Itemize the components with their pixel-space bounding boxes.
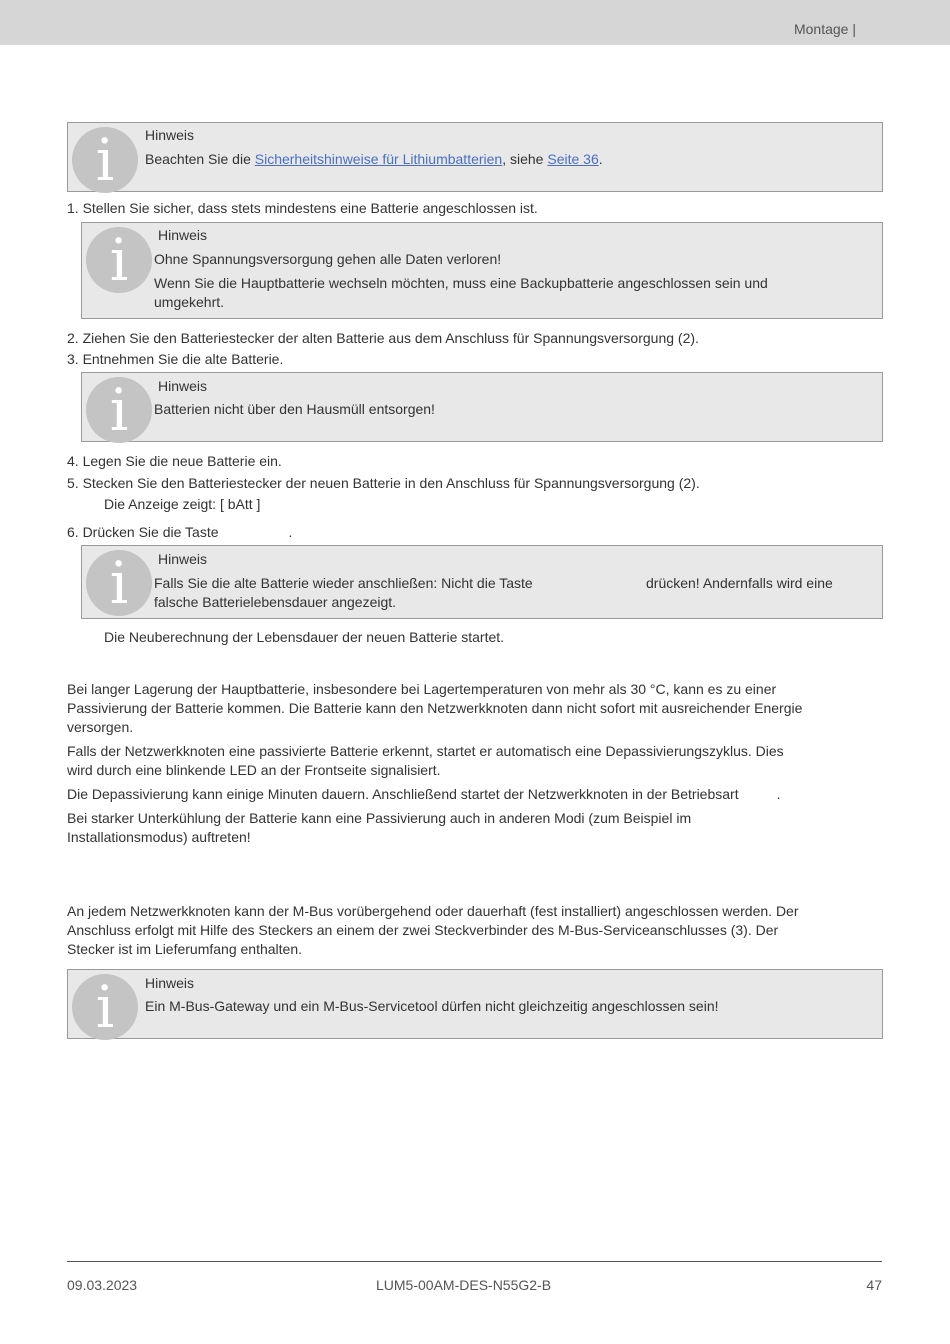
note-line: Wenn Sie die Hauptbatterie wechseln möchten, muss eine Backupbatterie angeschlossen sein und <box>154 275 768 291</box>
step-5-result: Die Anzeige zeigt: [ bAtt ] <box>104 496 261 512</box>
note-title: Hinweis <box>158 551 208 567</box>
paragraph-mbus: An jedem Netzwerkknoten kann der M-Bus vorübergehend oder dauerhaft (fest installiert) angeschlossen werden. Der Anschluss erfolgt mit Hilfe des Steckers an einem der zwei Steckverbinder des M-Bus-Serviceanschlusses (3). Der Stecker ist im Lieferumfang enthalten. <box>67 903 799 957</box>
header-section-label: Montage | <box>793 21 856 37</box>
note-line: Ein M-Bus-Gateway und ein M-Bus-Servicetool dürfen nicht gleichzeitig angeschlossen sein! <box>145 998 719 1014</box>
note-box-power-supply <box>81 222 883 319</box>
info-icon: i <box>86 227 152 293</box>
step-2: 2. Ziehen Sie den Batteriestecker der alten Batterie aus dem Anschluss für Spannungsversorgung (2). <box>67 330 699 346</box>
note-line: Falls Sie die alte Batterie wieder anschließen: Nicht die Taste <box>154 575 533 591</box>
info-icon: i <box>86 377 152 443</box>
paragraph-passivation: Bei langer Lagerung der Hauptbatterie, insbesondere bei Lagertemperaturen von mehr als 30 °C, kann es zu einer Passivierung der Batterie kommen. Die Batterie kann den Netzwerkknoten dann nicht sofort mit ausreichender Energie versorgen. <box>67 681 803 735</box>
step-6-text: 6. Drücken Sie die Taste <box>67 524 219 540</box>
note-box-key-warning <box>81 545 883 619</box>
note-line: falsche Batterielebensdauer angezeigt. <box>154 594 397 610</box>
note-line: Ohne Spannungsversorgung gehen alle Daten verloren! <box>154 251 502 267</box>
note-title: Hinweis <box>158 227 208 243</box>
note-title: Hinweis <box>158 378 208 394</box>
step-5: 5. Stecken Sie den Batteriestecker der neuen Batterie in den Anschluss für Spannungsversorgung (2). <box>67 475 700 491</box>
step-6 <box>67 523 292 542</box>
page-header <box>0 0 950 45</box>
note-text-mid: , siehe <box>502 151 548 167</box>
step-4: 4. Legen Sie die neue Batterie ein. <box>67 453 282 469</box>
note-text <box>145 150 603 169</box>
info-icon: i <box>86 550 152 616</box>
note-title: Hinweis <box>145 975 195 991</box>
footer-document-id: LUM5-00AM-DES-N55G2-B <box>376 1277 552 1293</box>
info-icon: i <box>72 974 138 1040</box>
footer-page-number: 47 <box>866 1277 882 1293</box>
footer-date: 09.03.2023 <box>67 1277 138 1293</box>
note-line: umgekehrt. <box>154 294 225 310</box>
step-6-result: Die Neuberechnung der Lebensdauer der neuen Batterie startet. <box>104 629 505 645</box>
note-text-post: . <box>598 151 603 167</box>
note-title: Hinweis <box>145 127 195 143</box>
step-1: 1. Stellen Sie sicher, dass stets mindestens eine Batterie angeschlossen ist. <box>67 200 538 216</box>
note-box-disposal <box>81 372 883 442</box>
step-6-end: . <box>288 524 293 540</box>
info-icon: i <box>72 127 138 193</box>
safety-instructions-link[interactable]: Sicherheitshinweise für Lithiumbatterien <box>254 151 503 167</box>
note-box-mbus <box>67 969 883 1039</box>
note-line: Batterien nicht über den Hausmüll entsorgen! <box>154 401 435 417</box>
page-reference-link[interactable]: Seite 36 <box>547 151 599 167</box>
paragraph-undercooling: Bei starker Unterkühlung der Batterie kann eine Passivierung auch in anderen Modi (zum Beispiel im Installationsmodus) auftreten! <box>67 810 692 845</box>
paragraph-depassivation-duration: Die Depassivierung kann einige Minuten dauern. Anschließend startet der Netzwerkknoten in der Betriebsart . <box>67 786 781 802</box>
footer-divider <box>67 1261 882 1262</box>
paragraph-depassivation-cycle: Falls der Netzwerkknoten eine passivierte Batterie erkennt, startet er automatisch eine Depassivierungszyklus. Dies wird durch eine blinkende LED an der Frontseite signalisiert. <box>67 743 784 778</box>
note-line: drücken! Andernfalls wird eine <box>646 575 833 591</box>
note-text-pre: Beachten Sie die <box>145 151 255 167</box>
note-box-safety <box>67 122 883 192</box>
step-3: 3. Entnehmen Sie die alte Batterie. <box>67 351 284 367</box>
